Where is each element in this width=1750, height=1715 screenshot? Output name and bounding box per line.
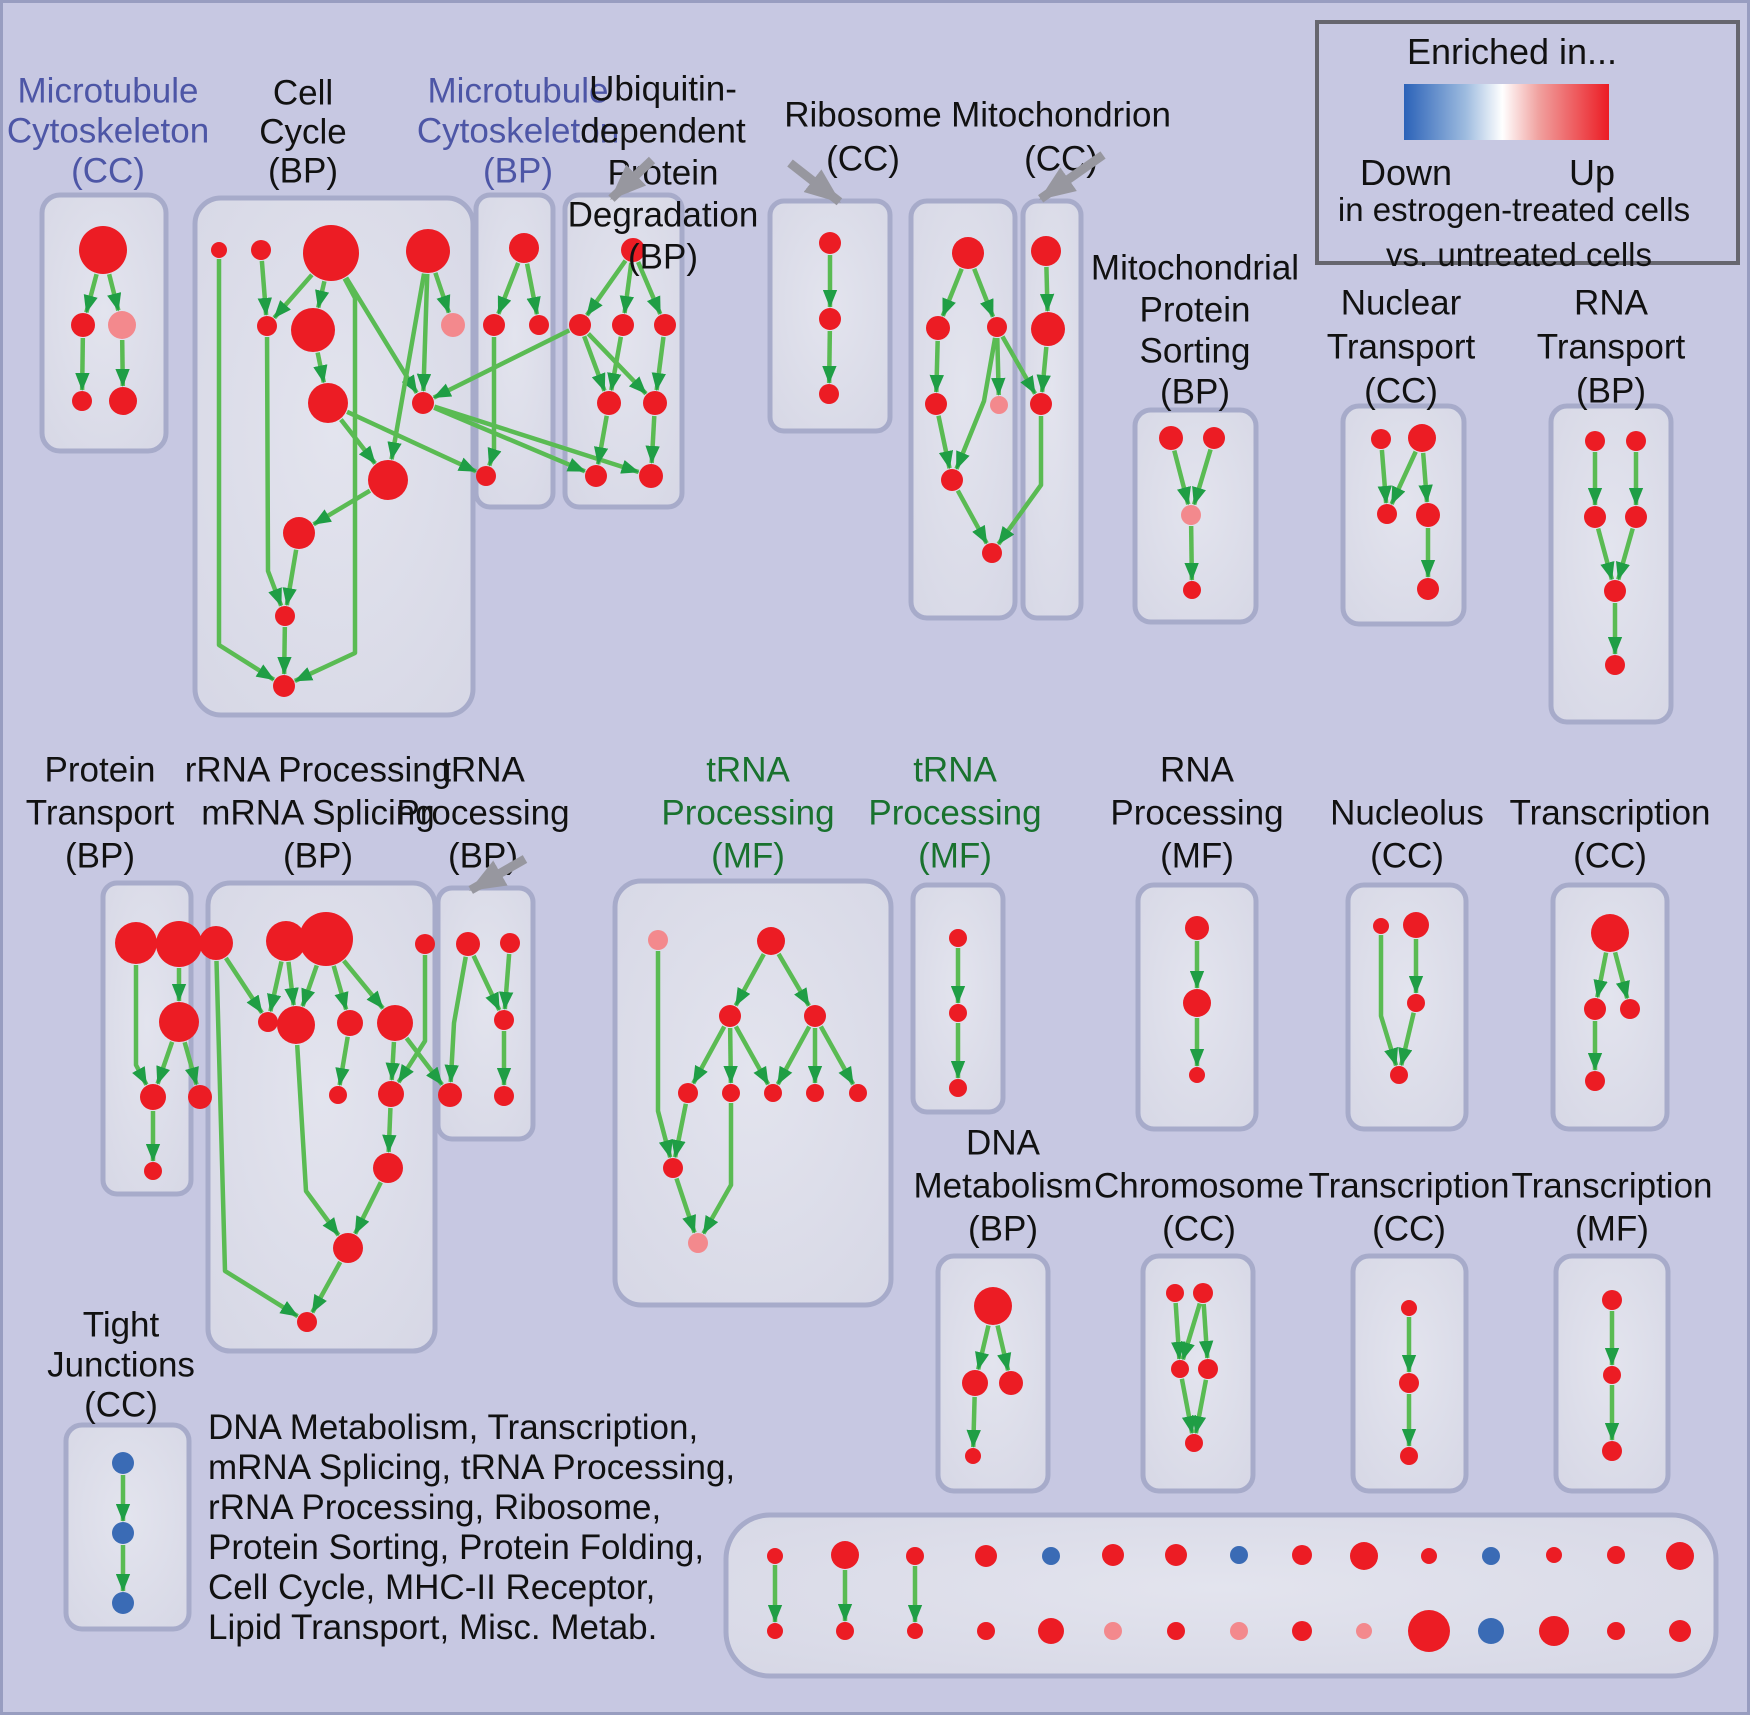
node-x1-up: [1401, 1300, 1417, 1316]
group-label-trna-processing-bp-line2: Processing: [396, 793, 570, 833]
node-b12a-down: [1482, 1547, 1500, 1565]
node-b14a-up: [1607, 1546, 1625, 1564]
node-ch1-up: [1166, 1284, 1184, 1302]
node-pt6-up: [144, 1162, 162, 1180]
edge-v2-v3: [829, 331, 830, 383]
note-line-3: rRNA Processing, Ribosome,: [208, 1488, 662, 1527]
group-label-rna-processing-mf-line3: (MF): [1160, 836, 1234, 876]
edge-a3-a5: [122, 340, 123, 386]
node-tr5-up: [494, 1086, 514, 1106]
node-y3-up: [1602, 1441, 1622, 1461]
edge-c12-c13: [284, 627, 285, 674]
group-label-chromosome-cc-line1: Chromosome: [1093, 1166, 1305, 1206]
group-label-nuclear-transport-cc-line3: (CC): [1364, 371, 1438, 411]
node-b4b-up: [977, 1622, 995, 1640]
node-mt2-up: [1031, 312, 1065, 346]
node-pt2-up: [156, 921, 202, 967]
node-g9-up: [849, 1084, 867, 1102]
group-box-rna-transport-bp: [1551, 406, 1671, 722]
node-g6-up: [722, 1084, 740, 1102]
legend-title: Enriched in...: [1406, 31, 1618, 72]
group-label-microtubule-cytoskeleton-bp-line1: Microtubule: [427, 71, 609, 111]
group-label-tight-junctions-cc-line2: Junctions: [47, 1345, 195, 1385]
node-g11-up_light: [688, 1233, 708, 1253]
group-label-trna-processing-bp-line3: (BP): [448, 836, 518, 876]
legend-gradient-bar: [1404, 84, 1609, 140]
edge-a2-a4: [82, 338, 83, 390]
note-line-2: mRNA Splicing, tRNA Processing,: [208, 1448, 736, 1487]
group-label-cell-cycle-bp-line3: (BP): [268, 151, 338, 191]
node-rp1-up: [1185, 916, 1209, 940]
node-n1-up: [1371, 429, 1391, 449]
node-tr2-up: [500, 933, 520, 953]
node-pt4-up: [140, 1084, 166, 1110]
group-label-protein-transport-bp-line1: Protein: [44, 750, 156, 790]
group-label-tight-junctions-cc-line3: (CC): [84, 1385, 158, 1425]
node-n4-up: [1416, 503, 1440, 527]
node-b10a-up: [1350, 1542, 1378, 1570]
group-label-rna-transport-bp-line3: (BP): [1576, 371, 1646, 411]
node-b2b-up: [836, 1622, 854, 1640]
group-label-nuclear-transport-cc-line2: Transport: [1326, 327, 1476, 367]
node-b4a-up: [975, 1545, 997, 1567]
node-r3-up: [987, 317, 1007, 337]
node-nu3-up: [1407, 994, 1425, 1012]
node-tj2-down: [112, 1522, 134, 1544]
edge-p3-p4: [1191, 526, 1192, 580]
node-s2-up: [949, 1004, 967, 1022]
node-b7b-up: [1167, 1622, 1185, 1640]
node-r2-up: [926, 316, 950, 340]
node-c5-up: [257, 316, 277, 336]
group-label-ubiquitin-degradation-bp-line1: Ubiquitin-: [589, 69, 737, 109]
edge-mt1-mt2: [1046, 267, 1047, 311]
node-pt5-up: [188, 1085, 212, 1109]
node-c2-up: [251, 240, 271, 260]
group-label-microtubule-cytoskeleton-bp-line3: (BP): [483, 151, 553, 191]
edge-q8-q10: [392, 1042, 394, 1080]
node-b2a-up: [831, 1541, 859, 1569]
node-s3-up: [949, 1079, 967, 1097]
group-label-rna-processing-mf-line2: Processing: [1110, 793, 1284, 833]
node-m2-up: [483, 314, 505, 336]
group-label-mitochondrion-cc-line1: Mitochondrion: [951, 95, 1171, 135]
edge-u6-u8: [652, 416, 655, 463]
node-c8-up: [308, 383, 348, 423]
node-b11b-up: [1408, 1610, 1450, 1652]
node-c11-up: [283, 517, 315, 549]
node-tj3-down: [112, 1592, 134, 1614]
node-tr1-up: [456, 932, 480, 956]
node-x2-up: [1399, 1373, 1419, 1393]
node-q9-up: [329, 1086, 347, 1104]
node-rp3-up: [1189, 1067, 1205, 1083]
node-q12-up: [333, 1233, 363, 1263]
node-b8b-up_light: [1230, 1622, 1248, 1640]
group-label-trna-processing-mf-small-line2: Processing: [868, 793, 1042, 833]
node-a5-up: [109, 387, 137, 415]
node-p2-up: [1203, 427, 1225, 449]
note-line-6: Lipid Transport, Misc. Metab.: [208, 1608, 658, 1647]
node-b7a-up: [1165, 1544, 1187, 1566]
node-c1-up: [211, 242, 227, 258]
group-label-ribosome-cc-line2: (CC): [826, 139, 900, 179]
group-box-mixed-cluster-band: [726, 1515, 1716, 1676]
node-u7-up: [585, 465, 607, 487]
node-g3-up: [719, 1005, 741, 1027]
node-q13-up: [297, 1312, 317, 1332]
node-b1b-up: [767, 1623, 783, 1639]
group-label-transcription-cc-lower-line2: (CC): [1372, 1209, 1446, 1249]
group-label-rna-transport-bp-line2: Transport: [1536, 327, 1686, 367]
node-c13-up: [273, 675, 295, 697]
group-label-rrna-processing-mrna-splicing-bp-line2: mRNA Splicing: [201, 793, 435, 833]
node-c7-up_light: [441, 313, 465, 337]
group-label-transcription-mf-line1: Transcription: [1511, 1166, 1713, 1206]
legend-subtitle-line1: in estrogen-treated cells: [1337, 191, 1691, 228]
node-g8-up: [806, 1084, 824, 1102]
node-tc1-up: [1591, 914, 1629, 952]
group-label-ubiquitin-degradation-bp-line5: (BP): [628, 237, 698, 277]
node-p4-up: [1183, 581, 1201, 599]
node-u8-up: [639, 464, 663, 488]
node-c12-up: [275, 606, 295, 626]
node-d4-up: [965, 1448, 981, 1464]
group-box-nuclear-transport-cc: [1343, 406, 1464, 624]
edge-q10-q11: [389, 1108, 391, 1152]
node-b14b-up: [1607, 1622, 1625, 1640]
node-q4-up: [415, 934, 435, 954]
node-t6-up: [1605, 655, 1625, 675]
node-ch4-up: [1198, 1359, 1218, 1379]
group-label-mitochondrial-protein-sorting-bp-line2: Protein: [1139, 290, 1251, 330]
node-r6-up: [941, 469, 963, 491]
node-b5b-up: [1038, 1618, 1064, 1644]
node-v1-up: [819, 232, 841, 254]
node-q11-up: [373, 1153, 403, 1183]
group-label-trna-processing-bp-line1: tRNA: [441, 750, 525, 790]
node-t2-up: [1626, 431, 1646, 451]
group-label-cell-cycle-bp-line2: Cycle: [259, 112, 347, 152]
group-label-rrna-processing-mrna-splicing-bp-line3: (BP): [283, 836, 353, 876]
node-b1a-up: [767, 1548, 783, 1564]
group-label-nucleolus-cc-line1: Nucleolus: [1330, 793, 1484, 833]
node-b9a-up: [1292, 1545, 1312, 1565]
node-tc3-up: [1620, 999, 1640, 1019]
node-t1-up: [1585, 431, 1605, 451]
legend-subtitle-line2: vs. untreated cells: [1386, 236, 1652, 273]
node-pt1-up: [115, 922, 157, 964]
node-ch3-up: [1171, 1360, 1189, 1378]
group-label-microtubule-cytoskeleton-cc-line1: Microtubule: [17, 71, 199, 111]
group-label-microtubule-cytoskeleton-cc-line3: (CC): [71, 151, 145, 191]
node-p1-up: [1159, 426, 1183, 450]
node-b9b-up: [1292, 1621, 1312, 1641]
group-label-trna-processing-mf-large-line1: tRNA: [706, 750, 790, 790]
node-g2-up: [757, 927, 785, 955]
group-label-trna-processing-mf-small-line3: (MF): [918, 836, 992, 876]
node-b6b-up_light: [1104, 1622, 1122, 1640]
group-label-transcription-cc-upper-line2: (CC): [1573, 836, 1647, 876]
node-q7-up: [337, 1010, 363, 1036]
node-g4-up: [804, 1005, 826, 1027]
node-d3-up: [999, 1371, 1023, 1395]
group-label-transcription-cc-lower-line1: Transcription: [1308, 1166, 1510, 1206]
node-tj1-down: [112, 1452, 134, 1474]
group-label-mitochondrial-protein-sorting-bp-line1: Mitochondrial: [1090, 248, 1300, 288]
node-a1-up: [79, 226, 127, 274]
group-label-microtubule-cytoskeleton-bp-line2: Cytoskeleton: [416, 111, 620, 151]
group-label-ribosome-cc-line1: Ribosome: [784, 95, 942, 135]
node-u3-up: [612, 314, 634, 336]
node-c6-up: [291, 308, 335, 352]
node-t3-up: [1584, 506, 1606, 528]
node-v3-up: [819, 384, 839, 404]
node-q1-up: [199, 926, 233, 960]
group-label-mitochondrion-cc-line2: (CC): [1024, 139, 1098, 179]
node-b10b-up_light: [1356, 1623, 1372, 1639]
node-u5-up: [597, 391, 621, 415]
edge-d2-d4: [973, 1397, 974, 1447]
group-label-ubiquitin-degradation-bp-line3: Protein: [607, 153, 719, 193]
node-t4-up: [1625, 506, 1647, 528]
group-label-protein-transport-bp-line2: Transport: [25, 793, 175, 833]
node-q5-up: [258, 1012, 278, 1032]
node-s1-up: [949, 929, 967, 947]
node-y2-up: [1603, 1366, 1621, 1384]
node-q3-up: [299, 912, 353, 966]
node-b13a-up: [1546, 1547, 1562, 1563]
node-nu2-up: [1403, 912, 1429, 938]
node-n3-up: [1377, 504, 1397, 524]
node-g1-up_light: [648, 930, 668, 950]
node-b13b-up: [1539, 1616, 1569, 1646]
node-c10-up: [368, 460, 408, 500]
node-t5-up: [1604, 580, 1626, 602]
node-x3-up: [1400, 1447, 1418, 1465]
node-pt3-up: [159, 1002, 199, 1042]
group-label-ubiquitin-degradation-bp-line4: Degradation: [567, 195, 759, 235]
node-g7-up: [764, 1084, 782, 1102]
group-label-chromosome-cc-line2: (CC): [1162, 1209, 1236, 1249]
node-g10-up: [663, 1158, 683, 1178]
node-g5-up: [678, 1083, 698, 1103]
note-line-1: DNA Metabolism, Transcription,: [208, 1408, 699, 1447]
group-label-trna-processing-mf-large-line3: (MF): [711, 836, 785, 876]
node-tc2-up: [1584, 998, 1606, 1020]
node-tc4-up: [1585, 1071, 1605, 1091]
edge-g3-g6: [730, 1028, 731, 1083]
node-b11a-up: [1421, 1548, 1437, 1564]
node-u2-up: [569, 314, 591, 336]
group-label-dna-metabolism-bp-line3: (BP): [968, 1209, 1038, 1249]
node-nu4-up: [1390, 1066, 1408, 1084]
group-label-transcription-mf-line2: (MF): [1575, 1209, 1649, 1249]
node-r4-up: [925, 393, 947, 415]
group-label-cell-cycle-bp-line1: Cell: [272, 73, 334, 113]
edge-r2-r4: [936, 341, 937, 392]
group-label-nuclear-transport-cc-line1: Nuclear: [1340, 283, 1462, 323]
group-label-nucleolus-cc-line2: (CC): [1370, 836, 1444, 876]
node-u4-up: [654, 314, 676, 336]
node-q6-up: [277, 1006, 315, 1044]
node-r1-up: [952, 237, 984, 269]
node-b15a-up: [1666, 1542, 1694, 1570]
group-label-rna-transport-bp-line1: RNA: [1574, 283, 1648, 323]
edge-r3-r5: [997, 338, 998, 395]
node-c3-up: [303, 225, 359, 281]
node-b3b-up: [907, 1623, 923, 1639]
group-label-ubiquitin-degradation-bp-line2: dependent: [580, 111, 746, 151]
node-b15b-up: [1669, 1620, 1691, 1642]
node-b3a-up: [906, 1547, 924, 1565]
node-p3-up_light: [1181, 505, 1201, 525]
node-nu1-up: [1373, 918, 1389, 934]
node-tr4-up: [438, 1083, 462, 1107]
node-tr3-up: [494, 1010, 514, 1030]
node-a2-up: [71, 313, 95, 337]
node-c9-up: [412, 392, 434, 414]
node-n5-up: [1417, 578, 1439, 600]
legend-down-label: Down: [1359, 152, 1453, 193]
node-q10-up: [378, 1081, 404, 1107]
group-label-rrna-processing-mrna-splicing-bp-line1: rRNA Processing: [184, 750, 452, 790]
node-ch5-up: [1185, 1434, 1203, 1452]
mixed-cluster-note-list: [208, 1408, 735, 1648]
group-label-tight-junctions-cc-line1: Tight: [82, 1305, 160, 1345]
node-q8-up: [377, 1005, 413, 1041]
node-n2-up: [1408, 424, 1436, 452]
node-u6-up: [643, 391, 667, 415]
node-m1-up: [509, 233, 539, 263]
node-mt1-up: [1031, 236, 1061, 266]
node-ch2-up: [1193, 1283, 1213, 1303]
legend-box: [1315, 20, 1740, 273]
node-m3-up: [529, 315, 549, 335]
node-v2-up: [819, 308, 841, 330]
group-label-mitochondrial-protein-sorting-bp-line4: (BP): [1160, 372, 1230, 412]
group-label-dna-metabolism-bp-line2: Metabolism: [913, 1166, 1093, 1206]
node-mt3-up: [1030, 393, 1052, 415]
group-label-protein-transport-bp-line3: (BP): [65, 836, 135, 876]
node-rp2-up: [1183, 989, 1211, 1017]
group-label-trna-processing-mf-small-line1: tRNA: [913, 750, 997, 790]
node-b8a-down: [1230, 1546, 1248, 1564]
node-r7-up: [982, 543, 1002, 563]
group-label-transcription-cc-upper-line1: Transcription: [1509, 793, 1711, 833]
node-r5-up_light: [990, 396, 1008, 414]
node-d1-up: [974, 1287, 1012, 1325]
node-m4-up: [476, 466, 496, 486]
node-b12b-down: [1478, 1618, 1504, 1644]
note-line-4: Protein Sorting, Protein Folding,: [208, 1528, 705, 1567]
node-c4-up: [406, 229, 450, 273]
legend-up-label: Up: [1568, 152, 1616, 193]
node-b6a-up: [1102, 1544, 1124, 1566]
group-label-mitochondrial-protein-sorting-bp-line3: Sorting: [1139, 331, 1251, 371]
node-d2-up: [962, 1370, 988, 1396]
note-line-5: Cell Cycle, MHC-II Receptor,: [208, 1568, 656, 1607]
group-label-rna-processing-mf-line1: RNA: [1160, 750, 1234, 790]
group-label-microtubule-cytoskeleton-cc-line2: Cytoskeleton: [6, 111, 210, 151]
node-b5a-down: [1042, 1547, 1060, 1565]
group-label-trna-processing-mf-large-line2: Processing: [661, 793, 835, 833]
node-a4-up: [72, 391, 92, 411]
node-y1-up: [1602, 1290, 1622, 1310]
group-label-dna-metabolism-bp-line1: DNA: [966, 1123, 1040, 1163]
node-a3-up_light: [108, 311, 136, 339]
